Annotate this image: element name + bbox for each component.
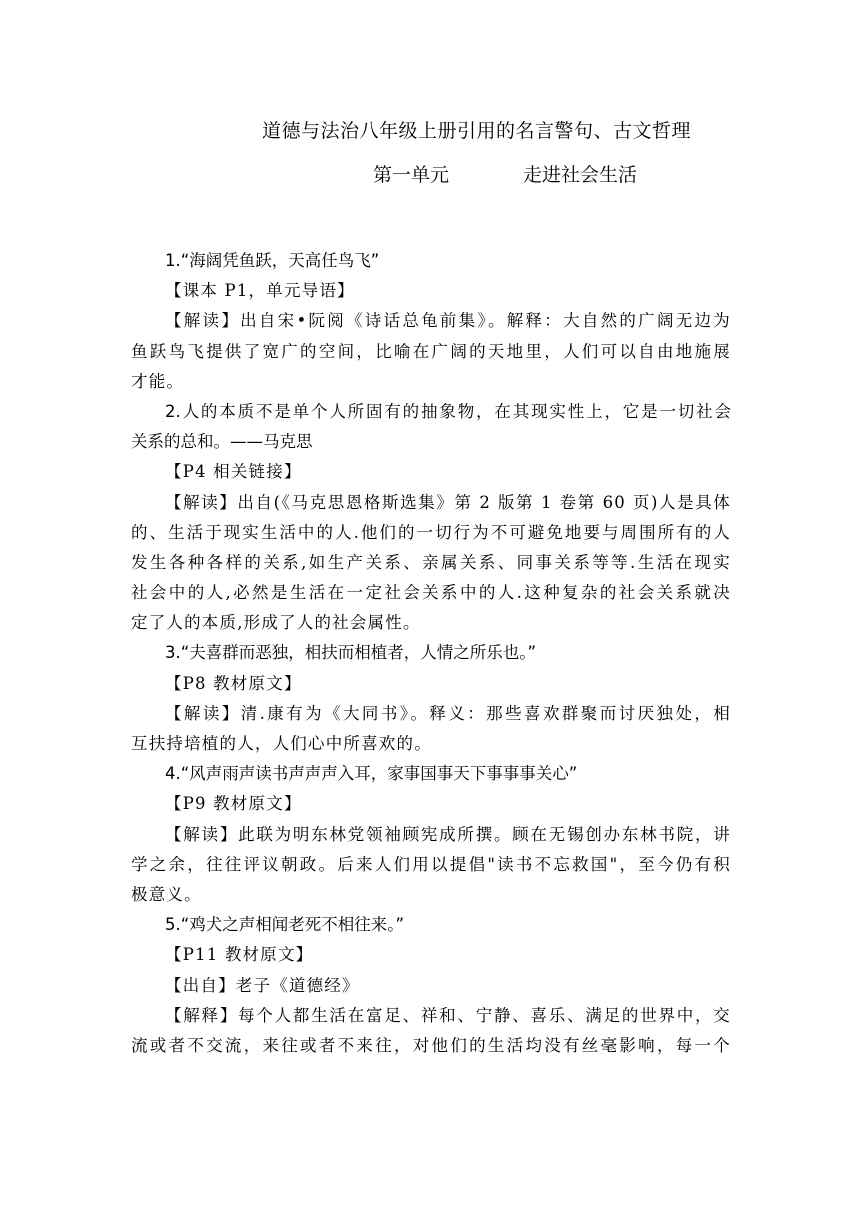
- text-line: 【解读】出自(《马克思恩格斯选集》第 2 版第 1 卷第 60 页)人是具体: [165, 492, 731, 512]
- page-title: 道德与法治八年级上册引用的名言警句、古文哲理: [262, 120, 692, 142]
- text-line: 的、生活于现实生活中的人.他们的一切行为不可避免地要与周围所有的人: [131, 522, 731, 542]
- text-line: 发生各种各样的关系,如生产关系、亲属关系、同事关系等等.生活在现实: [131, 552, 731, 572]
- text-line: 学之余，往往评议朝政。后来人们用以提倡"读书不忘救国"，至今仍有积: [131, 854, 731, 874]
- text-line: 鱼跃鸟飞提供了宽广的空间，比喻在广阔的天地里，人们可以自由地施展: [131, 341, 731, 361]
- text-line: 【出自】老子《道德经》: [165, 975, 360, 995]
- document-body: [131, 246, 731, 1061]
- text-line: 【P4 相关链接】: [165, 462, 302, 482]
- text-line: 【解读】此联为明东林党领袖顾宪成所撰。顾在无锡创办东林书院，讲: [165, 824, 731, 844]
- text-line: 【P9 教材原文】: [165, 794, 302, 814]
- text-line: 3.“夫喜群而恶独，相扶而相植者，人情之所乐也。”: [165, 643, 537, 663]
- text-line: 社会中的人,必然是生活在一定社会关系中的人.这种复杂的社会关系就决: [131, 583, 731, 603]
- text-line: 定了人的本质,形成了人的社会属性。: [131, 613, 421, 633]
- text-line: 才能。: [131, 371, 185, 391]
- text-line: 1.“海阔凭鱼跃，天高任鸟飞”: [165, 251, 380, 270]
- unit-number: 第一单元: [373, 164, 450, 186]
- text-line: 【解读】出自宋•阮阅《诗话总龟前集》。解释：大自然的广阔无边为: [165, 311, 731, 331]
- text-line: 【P11 教材原文】: [165, 945, 314, 965]
- text-line: 关系的总和。——马克思: [131, 432, 313, 452]
- text-line: 4.“风声雨声读书声声声入耳，家事国事天下事事事关心”: [165, 764, 578, 784]
- text-line: 互扶持培植的人，人们心中所喜欢的。: [131, 734, 432, 753]
- text-line: 【课本 P1，单元导语】: [165, 281, 355, 301]
- text-line: 流或者不交流，来往或者不来往，对他们的生活均没有丝毫影响，每一个: [131, 1035, 731, 1055]
- text-line: 【解释】每个人都生活在富足、祥和、宁静、喜乐、满足的世界中，交: [165, 1005, 731, 1025]
- text-line: 【P8 教材原文】: [165, 673, 302, 693]
- text-line: 极意义。: [131, 884, 202, 904]
- text-line: 【解读】清.康有为《大同书》。释义：那些喜欢群聚而讨厌独处，相: [165, 703, 731, 723]
- text-line: 5.“鸡犬之声相闻老死不相往来。”: [165, 915, 405, 935]
- text-line: 2.人的本质不是单个人所固有的抽象物，在其现实性上，它是一切社会: [165, 401, 731, 421]
- unit-name: 走进社会生活: [523, 164, 638, 186]
